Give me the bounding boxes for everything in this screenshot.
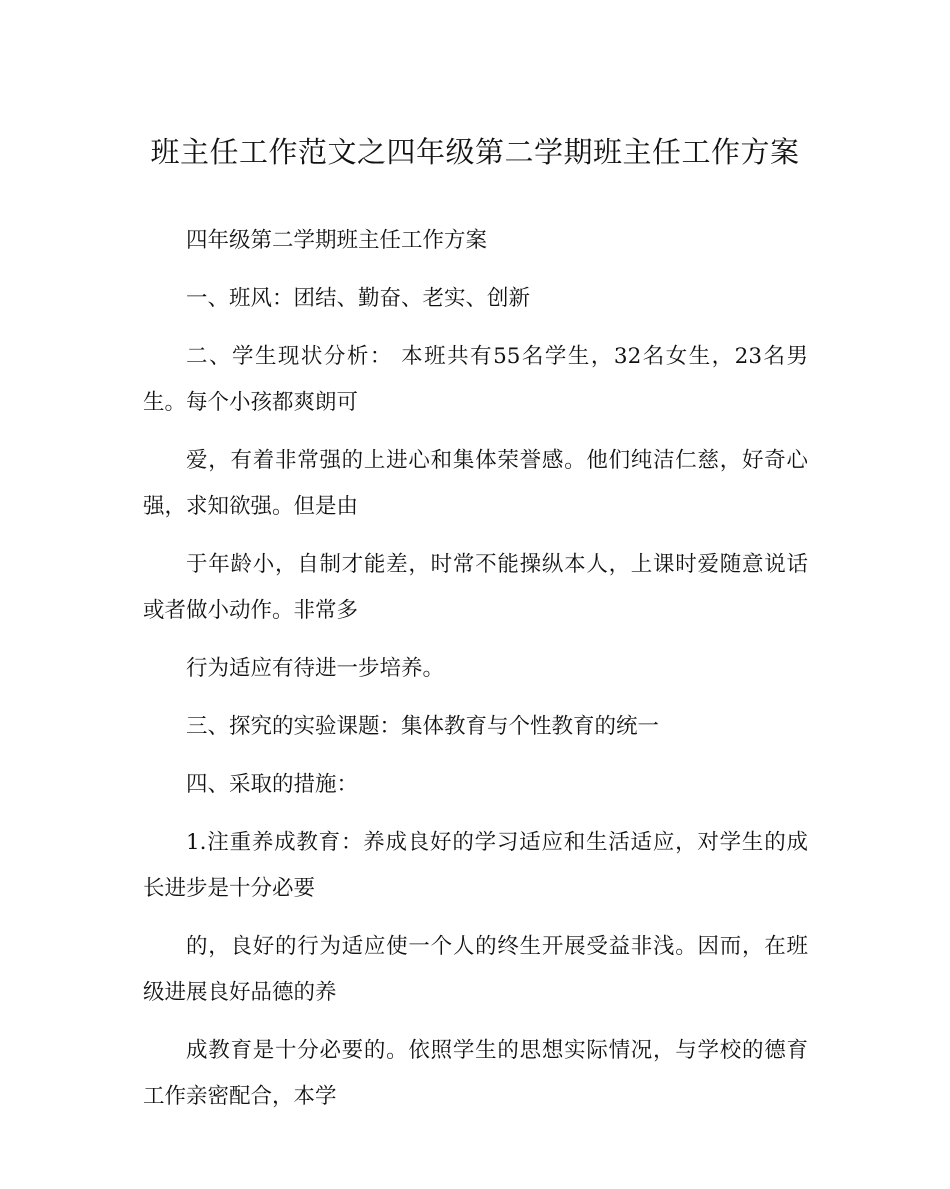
paragraph-measure-1: 1.注重养成教育：养成良好的学习适应和生活适应，对学生的成长进步是十分必要 — [143, 830, 808, 901]
paragraph-student-analysis: 二、学生现状分析： 本班共有55名学生，32名女生，23名男生。每个小孩都爽朗可 — [143, 344, 808, 415]
paragraph-self-control: 于年龄小，自制才能差，时常不能操纵本人，上课时爱随意说话或者做小动作。非常多 — [143, 552, 808, 623]
paragraph-measures-heading: 四、采取的措施： — [186, 772, 359, 797]
document-body — [143, 218, 808, 1132]
paragraph-class-motto: 一、班风：团结、勤奋、老实、创新 — [186, 286, 531, 311]
paragraph-subtitle: 四年级第二学期班主任工作方案 — [186, 228, 488, 253]
paragraph-measure-1-cont: 的，良好的行为适应使一个人的终生开展受益非浅。因而，在班级进展良好品德的养 — [143, 934, 808, 1005]
paragraph-measure-1-cont-2: 成教育是十分必要的。依照学生的思想实际情况，与学校的德育工作亲密配合，本学 — [143, 1038, 808, 1109]
paragraph-research-topic: 三、探究的实验课题：集体教育与个性教育的统一 — [186, 714, 660, 739]
paragraph-habits: 行为适应有待进一步培养。 — [186, 656, 445, 681]
paragraph-student-traits: 爱，有着非常强的上进心和集体荣誉感。他们纯洁仁慈，好奇心强，求知欲强。但是由 — [143, 448, 808, 519]
document-title: 班主任工作范文之四年级第二学期班主任工作方案 — [150, 135, 800, 169]
